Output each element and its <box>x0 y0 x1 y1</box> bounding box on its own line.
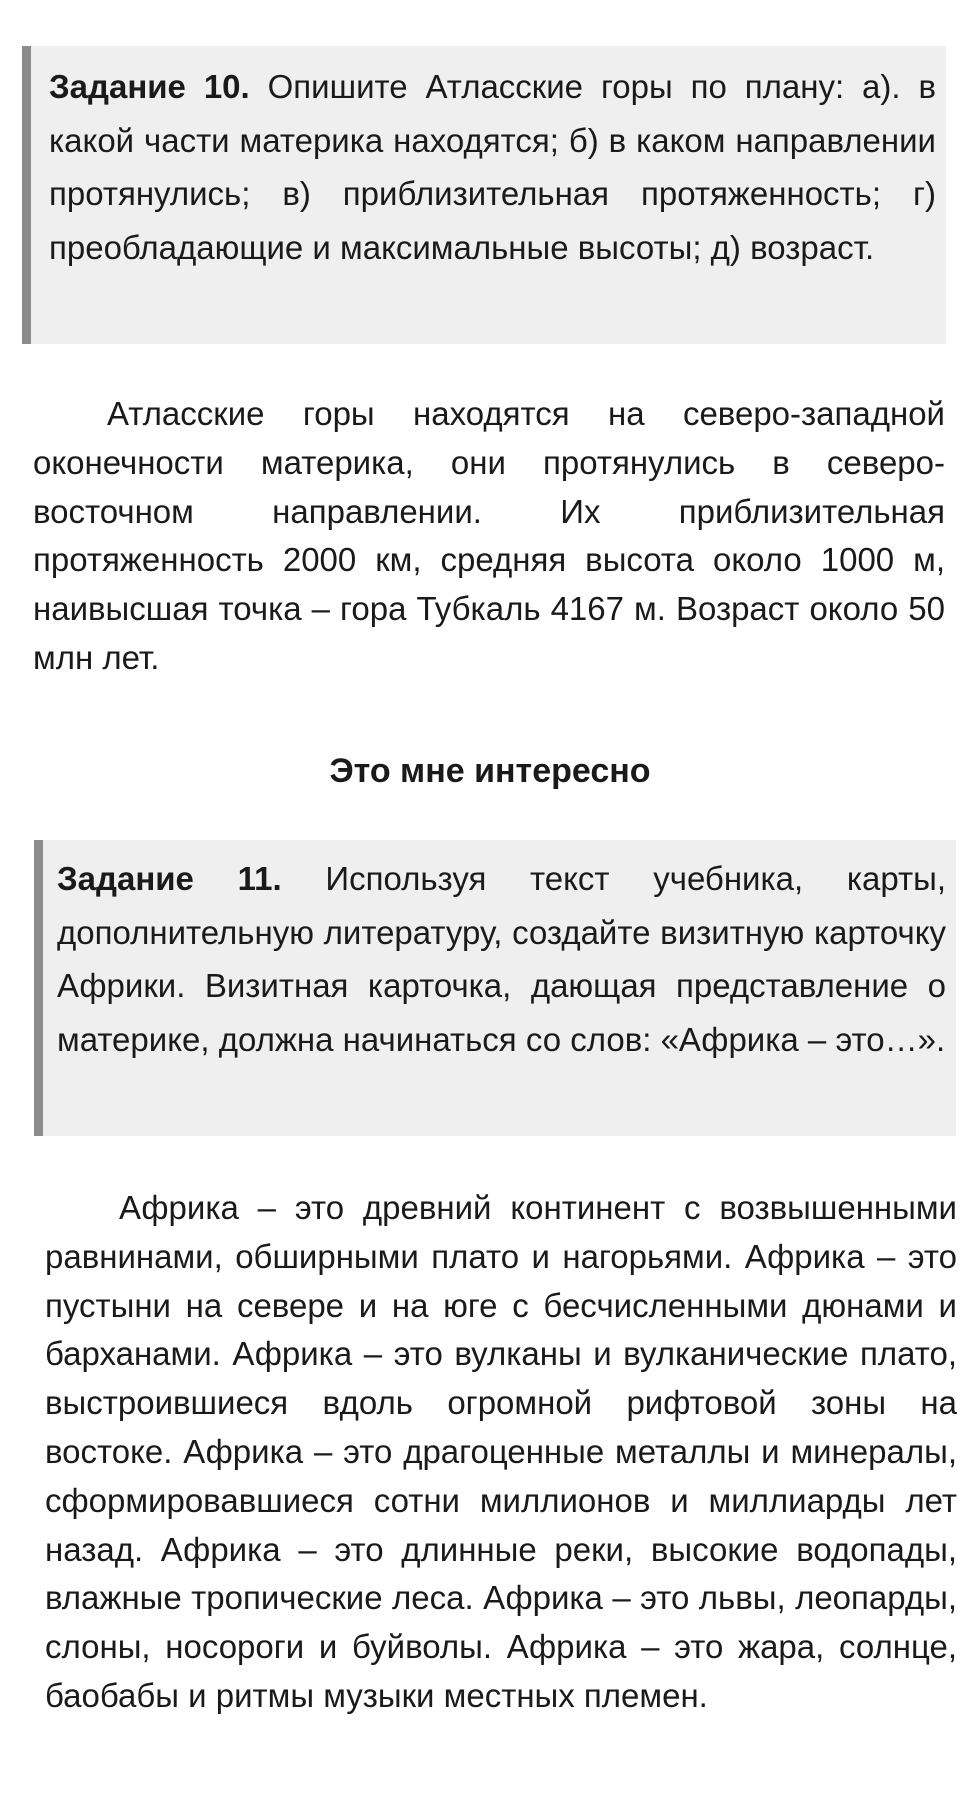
task-11-text: Используя текст учебника, карты, дополнительную литературу, создайте визитную карточку Африки. Визитная карточка, дающая представление о материке, должна начинаться со слов: «Африка – это…». <box>57 860 947 1058</box>
task-10-label: Задание 10. <box>49 68 250 105</box>
task-11-answer: Африка – это древний континент с возвышенными равнинами, обширными плато и нагорьями. Африка – это пустыни на севере и на юге с бесчисленными дюнами и барханами. Африка – это вулканы и вулканические плато, выстроившиеся вдоль огромной рифтовой зоны на востоке. Африка – это драгоценные металлы и минералы, сформировавшиеся сотни миллионов и миллиарды лет назад. Африка – это длинные реки, высокие водопады, влажные тропические леса. Африка – это львы, леопарды, слоны, носороги и буйволы. Африка – это жара, солнце, баобабы и ритмы музыки местных племен. <box>45 1189 957 1714</box>
task-10-box <box>22 46 946 344</box>
section-heading: Это мне интересно <box>329 752 651 790</box>
task-10-text: Опишите Атласские горы по плану: а). в какой части материка находятся; б) в каком направлении протянулись; в) приблизительная протяженность; г) преобладающие и максимальные высоты; д) возраст. <box>49 68 936 266</box>
task-10-statement <box>49 60 936 274</box>
task-11-box <box>34 840 956 1136</box>
task-10-answer: Атласские горы находятся на северо-западной оконечности материка, они протянулись в северо-восточном направлении. Их приблизительная протяженность 2000 км, средняя высота около 1000 м, наивысшая точка – гора Тубкаль 4167 м. Возраст около 50 млн лет. <box>33 395 945 676</box>
task-11-statement <box>57 852 946 1066</box>
task-11-label: Задание 11. <box>57 860 282 897</box>
